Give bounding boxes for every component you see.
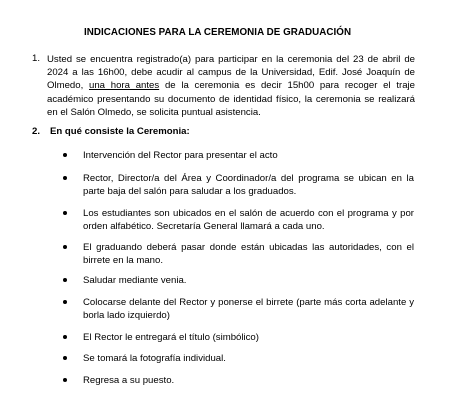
document-title: INDICACIONES PARA LA CEREMONIA DE GRADUACIÓN [84,27,352,38]
bullet-icon [63,378,67,382]
item-2-heading: En qué consiste la Ceremonia: [50,126,190,137]
item-1-text-before: Usted se encuentra registrado(a) para participar en la ceremonia del 23 de abril de 2024 a las 16h00, debe acudir al campus de la Universidad, Edif. José Joaquín de Olmedo, [47,54,415,92]
bullet-icon [63,335,67,339]
bullet-text: Regresa a su puesto. [83,375,175,386]
item-1-text-after: de la ceremonia es decir 15h00 para recoger el traje académico presentando su documento de identidad físico, la ceremonia se realizará en el Salón Olmedo, se solicita puntual asistencia. [47,80,416,118]
bullet-text: Intervención del Rector para presentar el acto [83,150,278,161]
item-1-text-underlined: una hora antes [89,80,160,92]
bullet-icon [63,176,67,180]
bullet-icon [63,245,67,249]
bullet-text: Colocarse delante del Rector y ponerse el birrete (parte más corta adelante y borla lado izquierdo) [83,297,414,322]
bullet-icon [63,278,67,282]
bullet-icon [63,211,67,215]
bullet-icon [63,300,67,304]
item-1-number: 1. [32,53,41,64]
bullet-text: El graduando deberá pasar donde están ubicadas las autoridades, con el birrete en la mano. [83,242,414,267]
bullet-icon [63,153,67,157]
bullet-text: Saludar mediante venia. [83,275,187,286]
bullet-text: Se tomará la fotografía individual. [83,353,226,364]
bullet-icon [63,356,67,360]
bullet-text: Rector, Director/a del Área y Coordinador/a del programa se ubican en la parte baja del salón para saludar a los graduados. [83,173,414,198]
bullet-text: Los estudiantes son ubicados en el salón de acuerdo con el programa y por orden alfabético. Secretaría General llamará a cada uno. [83,208,414,233]
item-1-paragraph [47,53,415,119]
item-2-number: 2. [32,126,41,137]
bullet-text: El Rector le entregará el título (simbólico) [83,332,259,343]
